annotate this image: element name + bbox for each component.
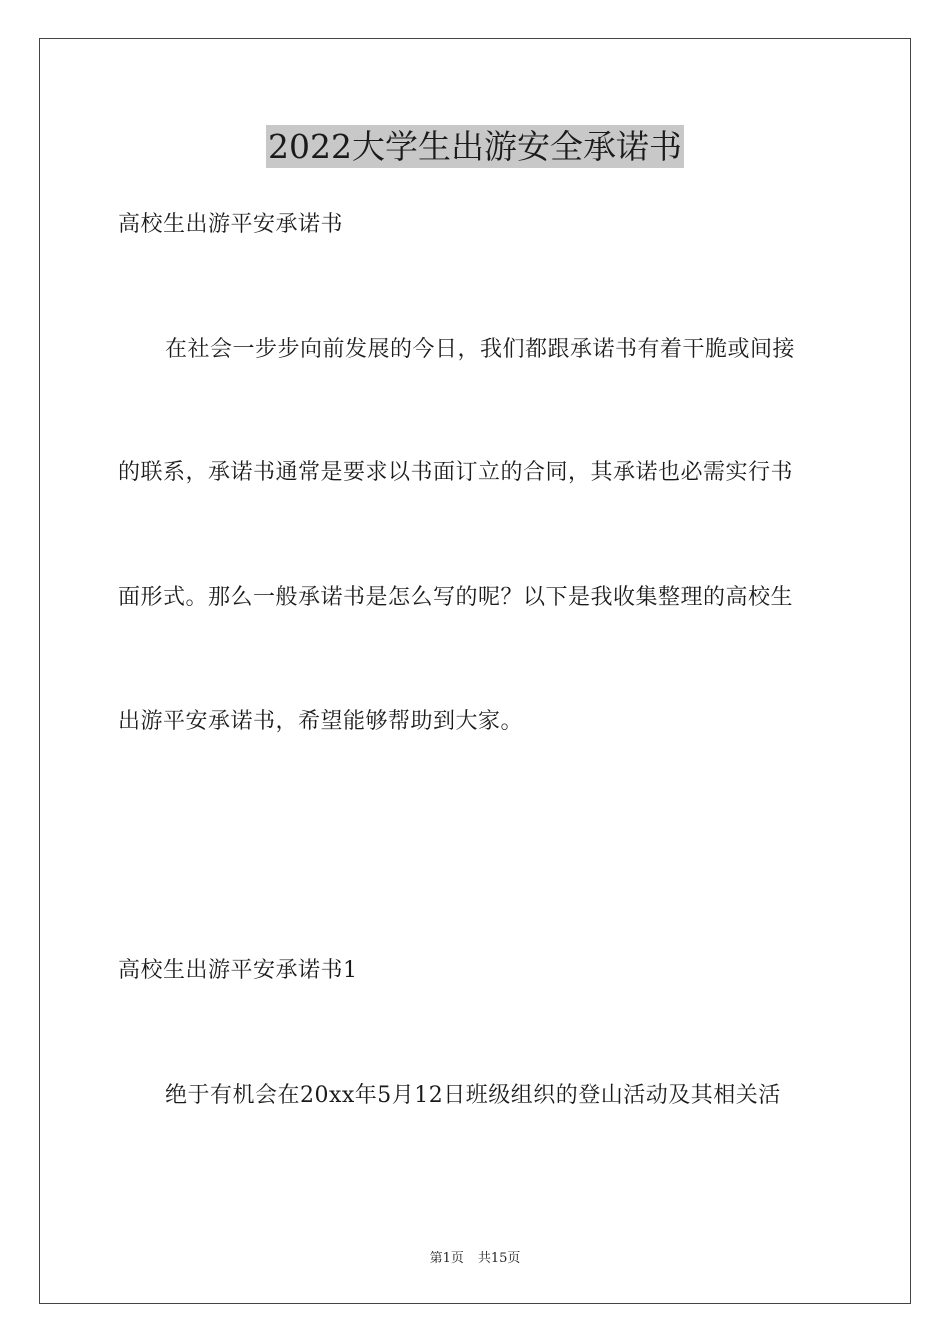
section-heading: 高校生出游平安承诺书1 <box>118 958 358 983</box>
page-number: 第1页 <box>429 1251 464 1266</box>
document-title <box>0 127 950 166</box>
intro-line-3: 面形式。那么一般承诺书是怎么写的呢？以下是我收集整理的高校生 <box>118 585 794 610</box>
document-heading: 高校生出游平安承诺书 <box>118 212 344 237</box>
intro-line-2: 的联系，承诺书通常是要求以书面订立的合同，其承诺也必需实行书 <box>118 460 794 485</box>
section-line-1: 绝于有机会在20xx年5月12日班级组织的登山活动及其相关活 <box>165 1083 781 1108</box>
intro-line-1: 在社会一步步向前发展的今日，我们都跟承诺书有着干脆或间接 <box>165 337 796 362</box>
document-title-text: 2022大学生出游安全承诺书 <box>268 127 682 166</box>
page-footer <box>0 1247 950 1266</box>
page-total: 共15页 <box>477 1251 521 1266</box>
intro-line-4: 出游平安承诺书，希望能够帮助到大家。 <box>118 709 524 734</box>
